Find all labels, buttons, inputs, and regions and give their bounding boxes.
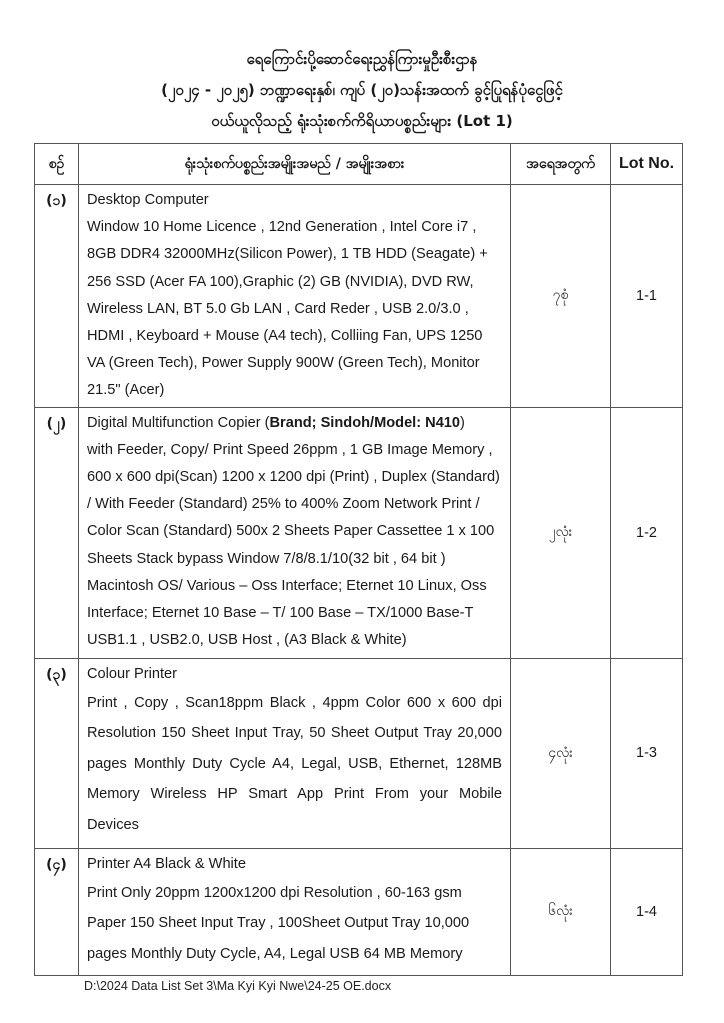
document-title-line-1: ရေကြောင်းပို့ဆောင်ရေးညွှန်ကြားမှုဦးစီးဌာန	[246, 50, 478, 68]
row-quantity: ၄လုံး	[511, 658, 611, 848]
row-quantity: ၂လုံး	[511, 407, 611, 658]
item-brand-model: Brand; Sindoh/Model: N410	[269, 414, 461, 431]
item-name-end: )	[460, 414, 465, 431]
row-serial: (၃)	[35, 658, 79, 848]
row-quantity: ၆လုံး	[511, 848, 611, 975]
table-row	[35, 848, 683, 975]
item-name	[87, 410, 502, 437]
document-title-line-2: (၂၀၂၄ - ၂၀၂၅) ဘဏ္ဍာရေးနှစ်၊ ကျပ် (၂၀)သန်းအထက် ခွင့်ပြုရန်ပုံငွေဖြင့်	[161, 81, 563, 99]
item-name: Desktop Computer	[87, 192, 209, 208]
row-lot-no: 1-1	[611, 185, 683, 408]
table-row	[35, 407, 683, 658]
column-header-item-name: ရုံးသုံးစက်ပစ္စည်းအမျိုးအမည် / အမျိုးအစား	[79, 144, 511, 185]
column-header-quantity: အရေအတွက်	[511, 144, 611, 185]
item-spec: Window 10 Home Licence , 12nd Generation , Intel Core i7 , 8GB DDR4 32000MHz(Silicon Power), 1 TB HDD (Seagate) + 256 SSD (Acer FA 100),Graphic (2) GB (NVIDIA), DVD RW, Wireless LAN, BT 5.0 Gb LAN , Card Reder , USB 2.0/3.0 , HDMI , Keyboard + Mouse (A4 tech), Colliing Fan, UPS 1250 VA (Green Tech), Power Supply 900W (Green Tech), Monitor 21.5" (Acer)	[87, 219, 488, 399]
row-description	[79, 848, 511, 975]
table-row	[35, 658, 683, 848]
table-row	[35, 185, 683, 408]
document-title-line-3: ဝယ်ယူလိုသည့် ရုံးသုံးစက်ကိရိယာပစ္စည်းများ (Lot 1)	[211, 112, 513, 130]
row-lot-no: 1-3	[611, 658, 683, 848]
file-path-footer: D:\2024 Data List Set 3\Ma Kyi Kyi Nwe\24-25 OE.docx	[84, 979, 392, 993]
column-header-lot-no: Lot No.	[611, 144, 683, 185]
item-spec: Print , Copy , Scan18ppm Black , 4ppm Color 600 x 600 dpi Resolution 150 Sheet Input Tray, 50 Sheet Output Tray 20,000 pages Monthly Duty Cycle A4, Legal, USB, Ethernet, 128MB Memory Wireless HP Smart App Print From your Mobile Devices	[87, 694, 502, 833]
row-serial: (၄)	[35, 848, 79, 975]
item-spec: with Feeder, Copy/ Print Speed 26ppm , 1 GB Image Memory , 600 x 600 dpi(Scan) 1200 x 1200 dpi (Print) , Duplex (Standard) / With Feeder (Standard) 25% to 400% Zoom Network Print / Color Scan (Standard) 500x 2 Sheets Paper Cassettee 1 x 100 Sheets Stack bypass Window 7/8/8.1/10(32 bit , 64 bit ) Macintosh OS/ Various – Oss Interface; Eternet 10 Linux, Oss Interface; Eternet 10 Base – T/ 100 Base – TX/1000 Base-T USB1.1 , USB2.0, USB Host , (A3 Black & White)	[87, 441, 500, 649]
item-name-text: Digital Multifunction Copier (	[87, 414, 270, 431]
item-spec: Print Only 20ppm 1200x1200 dpi Resolution , 60-163 gsm Paper 150 Sheet Input Tray , 100Sheet Output Tray 10,000 pages Monthly Duty Cycle, A4, Legal USB 64 MB Memory	[87, 884, 470, 962]
row-lot-no: 1-2	[611, 407, 683, 658]
row-lot-no: 1-4	[611, 848, 683, 975]
item-name: Printer A4 Black & White	[87, 855, 246, 872]
row-quantity: ၇စုံ	[511, 185, 611, 408]
equipment-table	[34, 143, 683, 976]
row-serial: (၁)	[35, 185, 79, 408]
row-description	[79, 658, 511, 848]
item-name: Colour Printer	[87, 665, 178, 682]
row-serial: (၂)	[35, 407, 79, 658]
table-header-row	[35, 144, 683, 185]
row-description	[79, 407, 511, 658]
column-header-serial: စဉ်	[35, 144, 79, 185]
row-description	[79, 185, 511, 408]
